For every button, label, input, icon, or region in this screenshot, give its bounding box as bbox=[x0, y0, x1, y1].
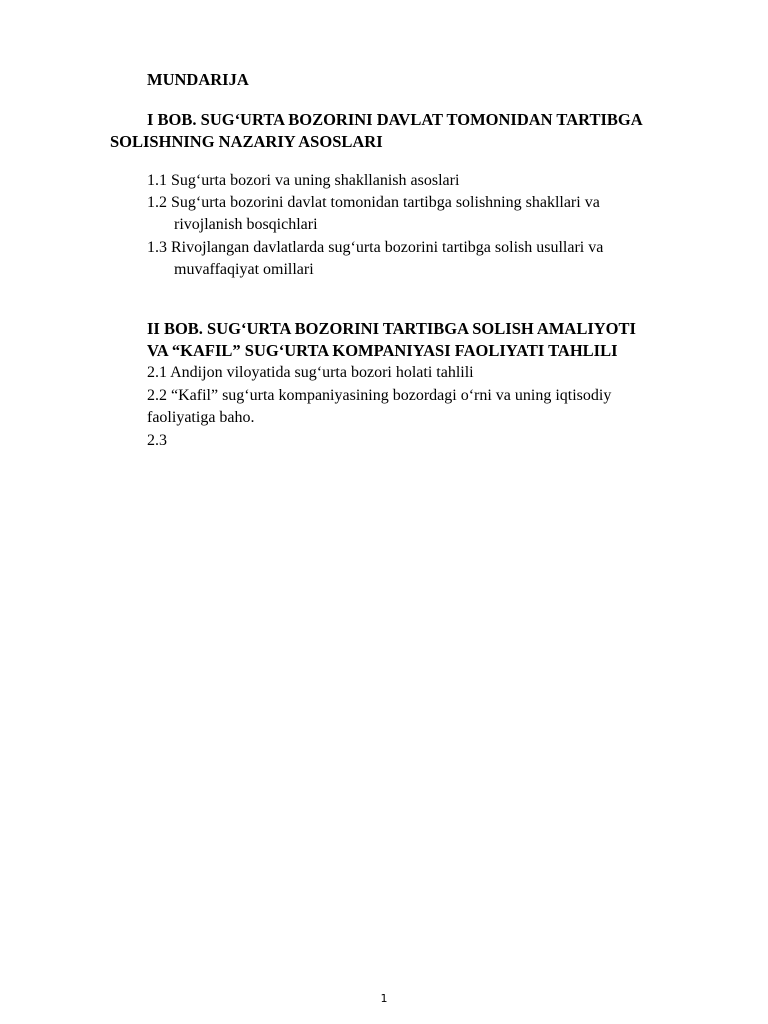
chapter1-title-line1: I BOB. SUG‘URTA BOZORINI DAVLAT TOMONIDAN TARTIBGA bbox=[147, 110, 643, 129]
toc-entry-1-2-line2: rivojlanish bosqichlari bbox=[174, 216, 318, 233]
chapter2-title-line1: II BOB. SUG‘URTA BOZORINI TARTIBGA SOLISH AMALIYOTI bbox=[147, 319, 636, 338]
toc-entry-2-1: 2.1 Andijon viloyatida sug‘urta bozori holati tahlili bbox=[147, 364, 474, 381]
page-number: 1 bbox=[380, 992, 388, 1005]
toc-entry-1-3-line1: 1.3 Rivojlangan davlatlarda sug‘urta bozorini tartibga solish usullari va bbox=[147, 239, 604, 256]
toc-entry-2-2-line2: faoliyatiga baho. bbox=[147, 409, 255, 426]
toc-entry-2-3: 2.3 bbox=[147, 432, 167, 449]
toc-entry-1-1: 1.1 Sug‘urta bozori va uning shakllanish asoslari bbox=[147, 172, 460, 189]
toc-entry-2-2-line1: 2.2 “Kafil” sug‘urta kompaniyasining bozordagi o‘rni va uning iqtisodiy bbox=[147, 387, 612, 404]
toc-entry-1-2-line1: 1.2 Sug‘urta bozorini davlat tomonidan tartibga solishning shakllari va bbox=[147, 194, 600, 211]
chapter1-title-line2: SOLISHNING NAZARIY ASOSLARI bbox=[110, 132, 383, 151]
toc-title: MUNDARIJA bbox=[147, 70, 249, 89]
toc-entry-1-3-line2: muvaffaqiyat omillari bbox=[174, 261, 314, 278]
chapter2-title-line2: VA “KAFIL” SUG‘URTA KOMPANIYASI FAOLIYATI TAHLILI bbox=[147, 341, 618, 360]
